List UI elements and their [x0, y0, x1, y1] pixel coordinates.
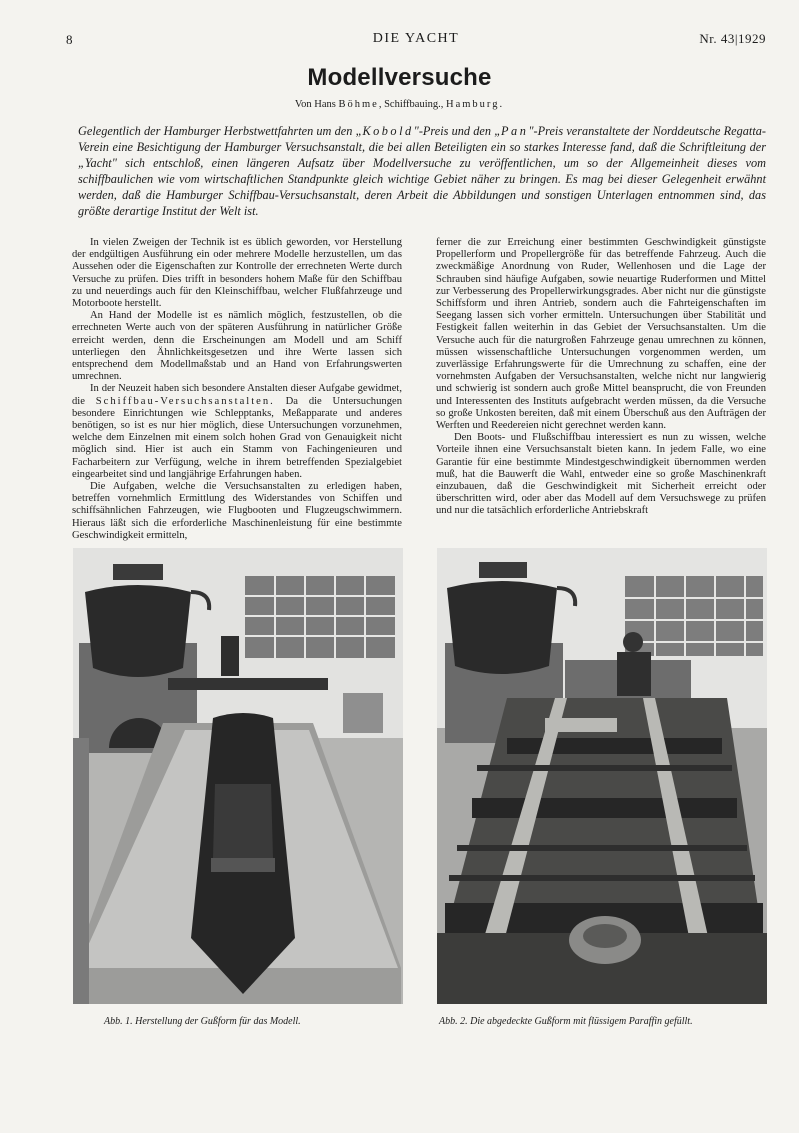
- right-paragraph-1: ferner die zur Erreichung einer bestimmten Geschwindigkeit günstigste Propellerform und Propellergröße für das betreffende Fahrzeug. Auch die zweckmäßige Anordnung von Ruder, Wellenhosen und die Lage der Schrauben sind häufige Aufgaben, sowie neuartige Ruderformen und Mittel zur Verbesserung des Propellerwirkungsgrades. Aber nicht nur die günstigste Schiffsform und ihren Antrieb, sondern auch die Fahrteigenschaften im Seegang lassen sich vorher ermitteln. Untersuchungen über Stabilität und Festigkeit fallen weiterhin in das Gebiet der Versuchsanstalten. Um die Versuche auch für die naturgroßen Fahrzeuge genau umrechnen zu können, müssen wissenschaftliche Untersuchungen vorgenommen werden, um zuverlässige Erfahrungswerte für die Umrechnung zu schaffen, eine der vornehmsten Aufgaben der Versuchsanstalten, welche nicht nur langwierig und schwierig ist sondern auch große Mittel beansprucht, die von Freunden und Interessenten des Instituts aufgebracht werden müssen, da die Versuche so große Unkosten bereiten, daß mit einem Überschuß aus den Aufträgen der Werften und Reedereien nicht gerechnet werden kann.: [436, 237, 766, 432]
- issue-number: Nr. 43|1929: [699, 31, 766, 46]
- page-header: [66, 30, 766, 50]
- intro-text-2: "-Preis und den „: [413, 124, 502, 138]
- figure-2-caption: Abb. 2. Die abgedeckte Gußform mit flüssigem Paraffin gefüllt.: [439, 1016, 693, 1027]
- left-paragraph-3a: In der Neuzeit haben sich besondere Anstalten dieser Aufgabe gewidmet, die: [72, 383, 402, 407]
- figure-2-photo: [437, 548, 767, 1004]
- article-byline: [0, 99, 799, 110]
- left-paragraph-3: [72, 383, 402, 481]
- magazine-name: DIE YACHT: [372, 31, 460, 46]
- left-paragraph-4: Die Aufgaben, welche die Versuchsanstalten zu erledigen haben, betreffen vornehmlich Ermittlung des Widerstandes von Schiffen und schiffsähnlichen Fahrzeugen, wie Flugbooten und Flugzeugschwimmern. Hieraus läßt sich die erforderliche Maschinenleistung für eine bestimmte Geschwindigkeit ermitteln,: [72, 481, 402, 541]
- left-paragraph-3c: Da die Untersuchungen besondere Einrichtungen wie Schlepptanks, Meßapparate und anderes benötigen, so ist es nur hier möglich, diese Untersuchungen vorzunehmen, welche dem Einzelnen mit einem solch hohen Grad von Genauigkeit nicht möglich sind. Hier ist auch ein Stamm von Fachingenieuren und Facharbeitern zur Verfügung, welche in ihrem betreffenden Spezialgebiet eingearbeitet sind und langjährige Erfahrungen haben.: [72, 395, 402, 480]
- intro-pan: Pan: [501, 124, 529, 138]
- page-number: 8: [66, 32, 73, 47]
- article-title: Modellversuche: [307, 64, 492, 91]
- left-paragraph-3b: Schiffbau-Versuchsanstalten.: [95, 395, 275, 407]
- left-paragraph-1: In vielen Zweigen der Technik ist es üblich geworden, vor Herstellung der endgültigen Ausführung ein oder mehrere Modelle herzustellen, um das Aussehen oder die Eigenschaften zur Kontrolle der errechneten Werte durch Versuche zu prüfen. Dies trifft in besonders hohem Maße für den Schiffbau zu und neuerdings auch für den Kleinschiffbau, welcher Flußfahrzeuge und Motorboote herstellt.: [72, 237, 402, 310]
- byline-role: , Schiffbauing.,: [378, 99, 444, 110]
- figure-1-photo: [73, 548, 403, 1004]
- byline-prefix: Von Hans: [294, 99, 336, 110]
- intro-text-3: "-Preis veranstaltete der Norddeutsche Regatta-Verein eine Besichtigung der Hamburger Versuchsanstalt, die bei allen Beteiligten ein so starkes Interesse fand, daß die Schriftleitung der „Yacht" sich entschloß, einen längeren Aufsatz über Modellversuche zu veröffentlichen, um so der Allgemeinheit dieses vom schiffbaulichen wie vom wirtschaftlichen Standpunkte gleich wichtige Gebiet näher zu bringen. Es mag bei dieser Gelegenheit erwähnt werden, daß die Hamburger Schiffbau-Versuchsanstalt, deren Arbeit die Abbildungen und sonstigen Unterlagen entnommen sind, das größte derartige Institut der Welt ist.: [78, 124, 766, 218]
- byline-city: Hamburg.: [446, 99, 505, 110]
- byline-author: Böhme: [338, 99, 379, 110]
- right-paragraph-2: Den Boots- und Flußschiffbau interessiert es nun zu wissen, welche Vorteile ihnen eine Versuchsanstalt bieten kann. In jedem Falle, wo eine Garantie für eine bestimmte Mindestgeschwindigkeit übernommen werden muß, hat die Bauwerft die Wahl, entweder eine so große Maschinenkraft einzubauen, daß die Geschwindigkeit mit Sicherheit erreicht oder überschritten wird, oder aber das Modell auf dem Versuchswege zu prüfen und nur die tatsächlich erforderliche Antriebskraft: [436, 432, 766, 517]
- intro-text-1: Gelegentlich der Hamburger Herbstwettfahrten um den „: [78, 124, 363, 138]
- figure-2-illustration: [437, 548, 767, 1004]
- figure-1-illustration: [73, 548, 403, 1004]
- left-paragraph-2: An Hand der Modelle ist es nämlich möglich, festzustellen, ob die errechneten Werte auch von der späteren Ausführung in natürlicher Größe erreicht werden, denn die Erscheinungen am Modell und am Schiff unterliegen den Ähnlichkeitsgesetzen und ihre Werte lassen sich entsprechend dem Modellmaßstab und an Hand von Erfahrungswerten umrechnen.: [72, 310, 402, 383]
- right-column: [436, 237, 766, 518]
- left-column: [72, 237, 402, 542]
- figure-1-caption: Abb. 1. Herstellung der Gußform für das Modell.: [104, 1016, 301, 1027]
- article-intro: [78, 123, 766, 219]
- intro-kobold: Kobold: [362, 124, 414, 138]
